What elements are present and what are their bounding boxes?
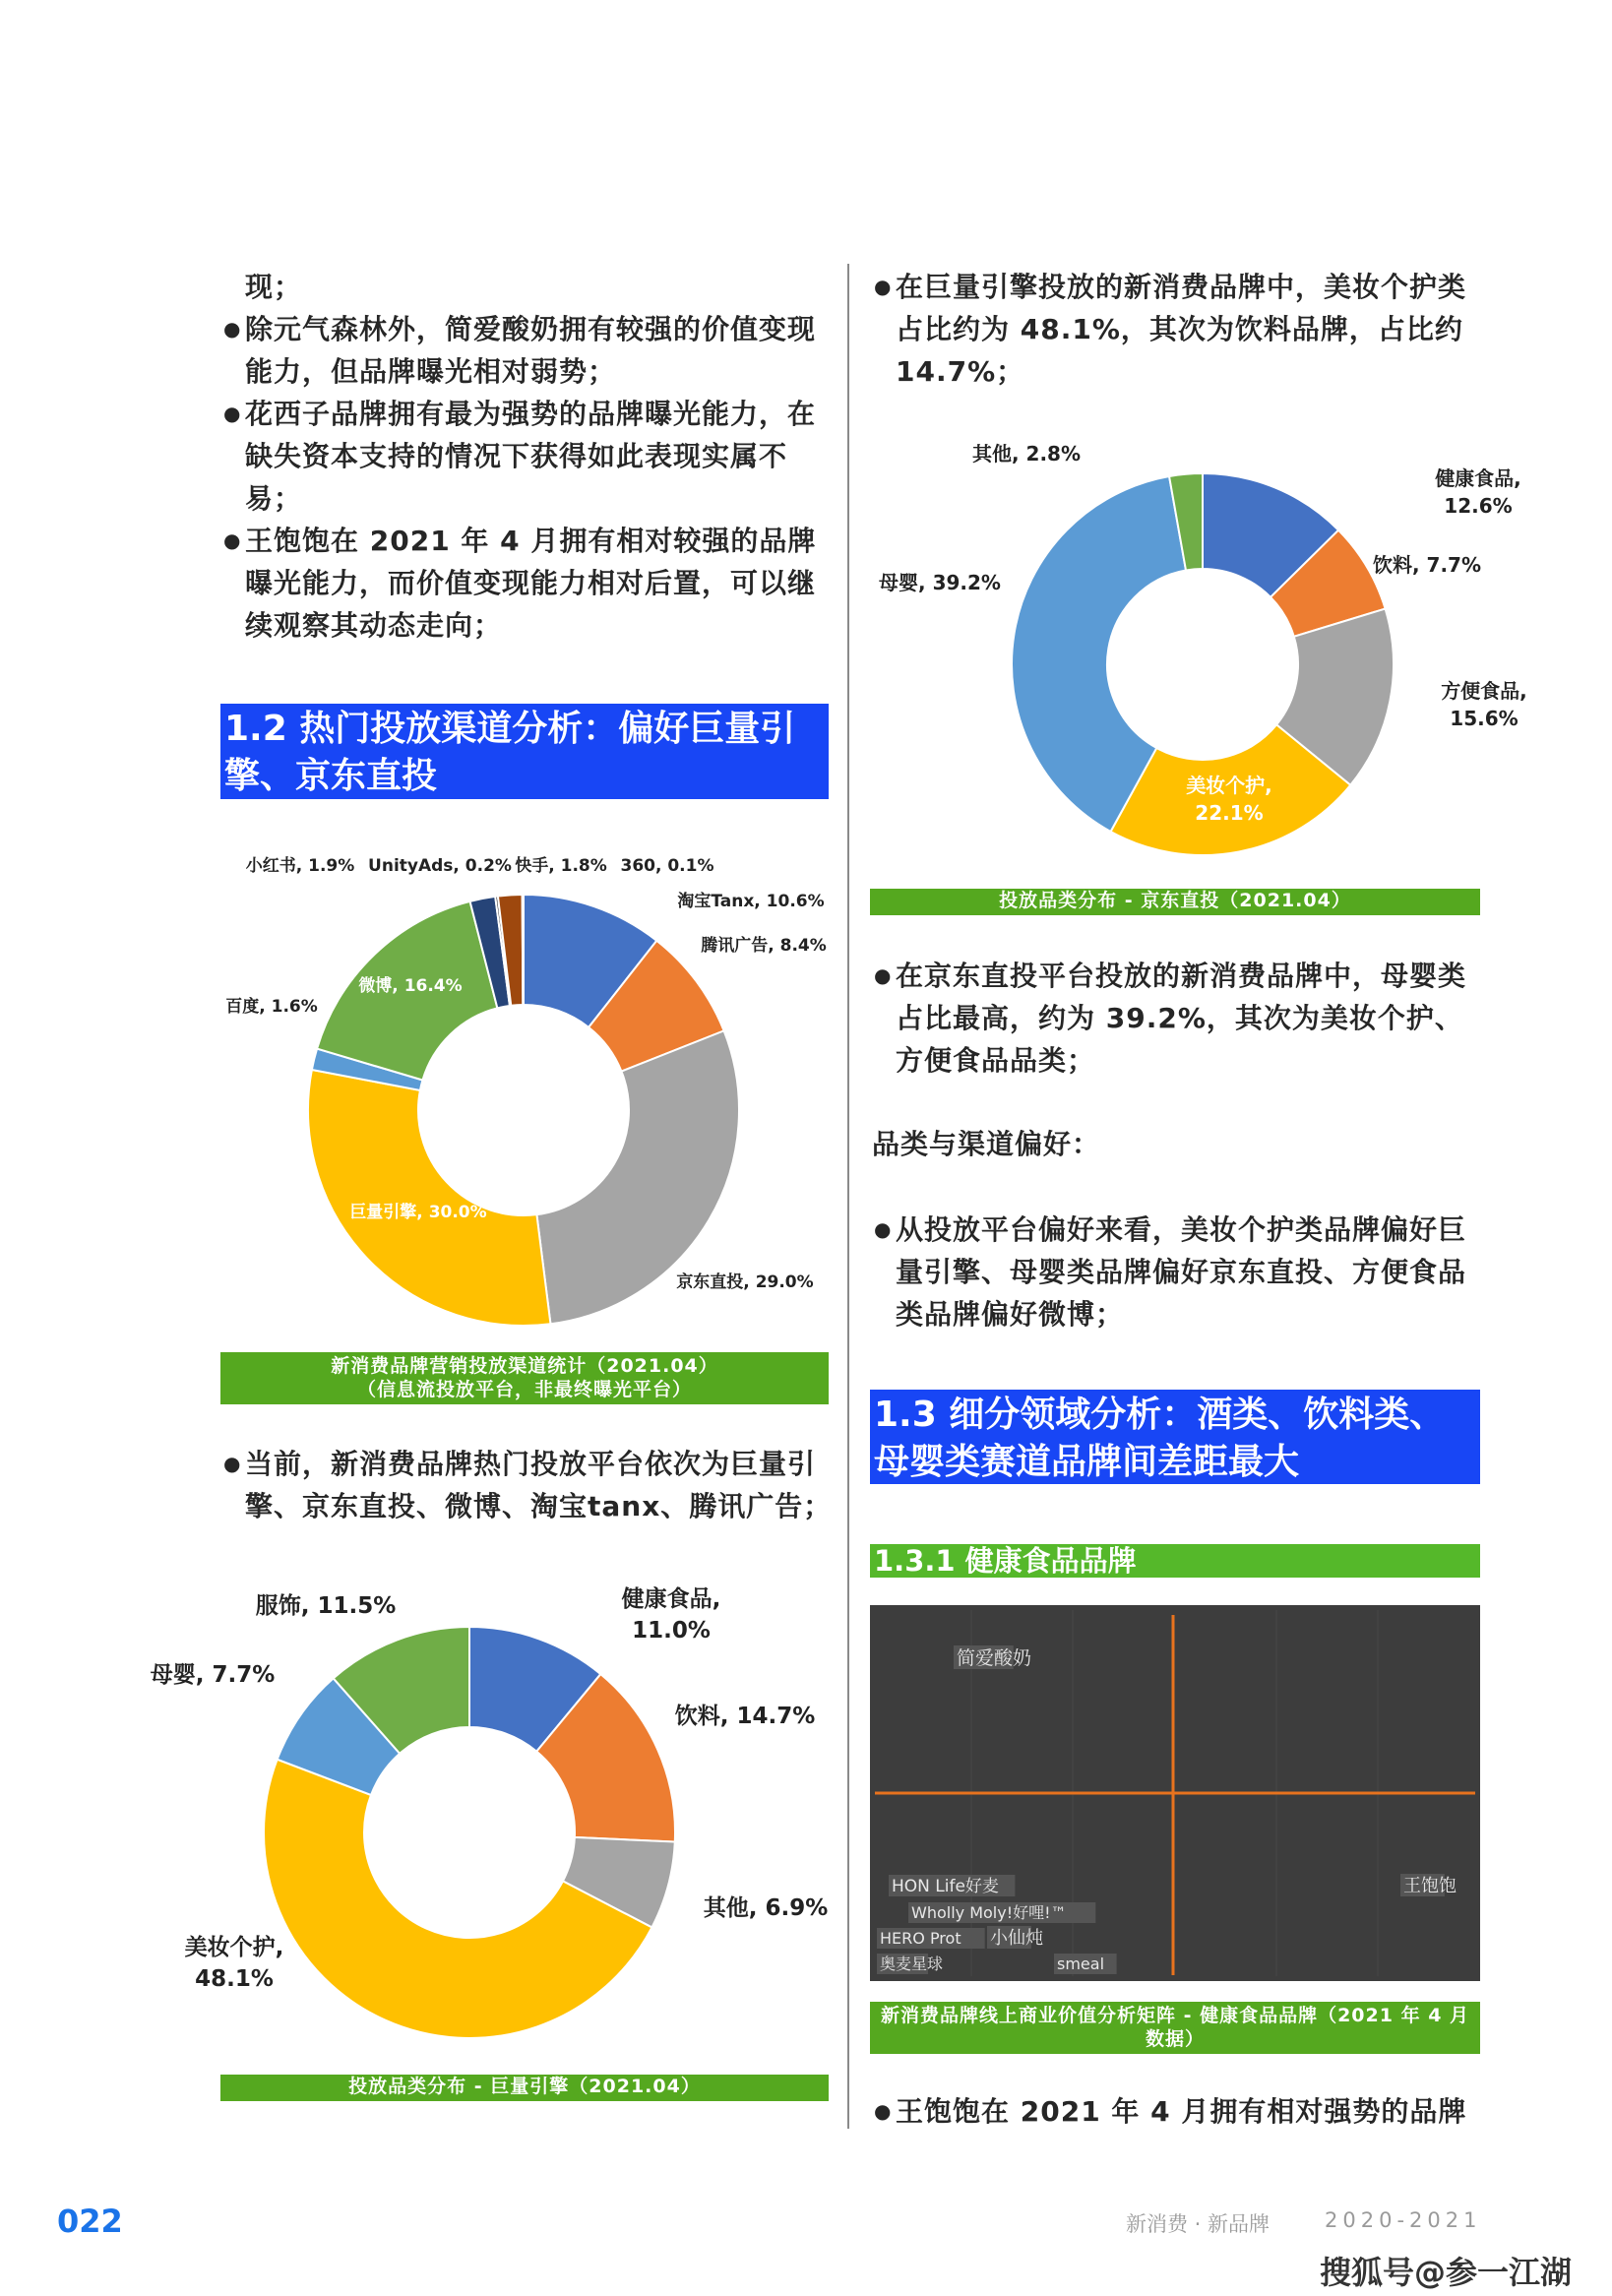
slice-label: 快手, 1.8% <box>515 856 607 876</box>
slice-label: 其他, 2.8% <box>971 442 1082 465</box>
slice-label: 京东直投, 29.0% <box>676 1272 814 1292</box>
list-item <box>223 308 831 393</box>
slice-label: 健康食品, 11.0% <box>621 1586 721 1644</box>
matrix-brand-label: 简爱酸奶 <box>957 1647 1032 1669</box>
chart-jd-donut <box>870 433 1579 866</box>
matrix-brand-label: HERO Prot <box>880 1929 961 1948</box>
slice-label: 母婴, 7.7% <box>150 1662 276 1688</box>
list-item-text: 王饱饱在 2021 年 4 月拥有相对强势的品牌 <box>896 2095 1467 2128</box>
watermark: 搜狐号@参一江湖 <box>1320 2254 1573 2291</box>
section-heading-1-3-1: 1.3.1 健康食品品牌 <box>870 1544 1480 1578</box>
slice-label: 健康食品, 12.6% <box>1435 466 1521 518</box>
page-number: 022 <box>57 2203 123 2240</box>
slice-label: 服饰, 11.5% <box>255 1593 397 1619</box>
caption-line: 新消费品牌营销投放渠道统计（2021.04） <box>331 1355 718 1377</box>
donut-hole <box>365 1728 574 1937</box>
slice-label: 美妆个护, 22.1% <box>1186 774 1272 825</box>
chart-channel-donut <box>220 846 831 1338</box>
subheading-preference: 品类与渠道偏好： <box>872 1128 1101 1160</box>
list-item <box>874 1209 1486 1335</box>
caption-line: （信息流投放平台，非最终曝光平台） <box>356 1379 692 1400</box>
slice-label: UnityAds, 0.2% <box>368 856 512 876</box>
bullet-icon: ● <box>223 1452 242 1475</box>
donut-hole <box>1108 570 1297 759</box>
donut-slice <box>523 895 524 1005</box>
matrix-brand-label: HON Life好麦 <box>892 1877 999 1896</box>
bullet-icon: ● <box>874 2099 893 2123</box>
footer-years: 2020-2021 <box>1325 2208 1482 2232</box>
chart3-caption: 投放品类分布 - 京东直投（2021.04） <box>870 889 1480 915</box>
value-matrix-chart <box>870 1605 1480 1981</box>
slice-label: 其他, 6.9% <box>703 1895 829 1921</box>
slice-label: 淘宝Tanx, 10.6% <box>677 892 825 911</box>
matrix-caption: 新消费品牌线上商业价值分析矩阵 - 健康食品品牌（2021 年 4 月数据） <box>870 2002 1480 2054</box>
matrix-brand-label: smeal <box>1057 1955 1105 1973</box>
bullet-icon: ● <box>874 275 893 298</box>
column-divider <box>847 264 849 2129</box>
slice-label: 微博, 16.4% <box>358 976 463 996</box>
slice-label: 360, 0.1% <box>620 856 714 876</box>
list-item <box>874 266 1486 393</box>
list-item-text: 当前，新消费品牌热门投放平台依次为巨量引擎、京东直投、微博、淘宝tanx、腾讯广告； <box>245 1448 833 1522</box>
list-item-text: 从投放平台偏好来看，美妆个护类品牌偏好巨量引擎、母婴类品牌偏好京东直投、方便食品类品牌偏好微博； <box>896 1213 1467 1331</box>
slice-label: 腾讯广告, 8.4% <box>701 936 827 956</box>
slice-label: 方便食品, 15.6% <box>1441 679 1527 730</box>
chart2-caption: 投放品类分布 - 巨量引擎（2021.04） <box>220 2075 829 2101</box>
chart1-caption <box>220 1352 829 1404</box>
list-item <box>874 955 1491 1082</box>
slice-label: 小红书, 1.9% <box>245 856 355 876</box>
slice-label: 百度, 1.6% <box>225 997 318 1017</box>
list-item <box>223 393 831 520</box>
list-item-text: 花西子品牌拥有最为强势的品牌曝光能力，在缺失资本支持的情况下获得如此表现实属不易； <box>245 398 817 515</box>
list-item-text: 在巨量引擎投放的新消费品牌中，美妆个护类占比约为 48.1%，其次为饮料品牌，占比约 14.7%； <box>896 271 1467 388</box>
slice-label: 饮料, 7.7% <box>1372 553 1482 577</box>
matrix-brand-label: 奥麦星球 <box>880 1955 944 1973</box>
right-text-2 <box>874 955 1491 1082</box>
right-text-4 <box>874 2090 1486 2133</box>
list-item <box>223 1443 836 1527</box>
slice-label: 饮料, 14.7% <box>674 1704 816 1729</box>
section-heading-1-2: 1.2 热门投放渠道分析：偏好巨量引擎、京东直投 <box>220 704 829 799</box>
left-text-top <box>223 266 831 647</box>
matrix-brand-label: 小仙炖 <box>990 1928 1043 1949</box>
matrix-brand-label: 王饱饱 <box>1403 1876 1457 1896</box>
matrix-brand-label: Wholly Moly!好哩!™ <box>911 1903 1067 1922</box>
bullet-icon: ● <box>874 963 893 987</box>
list-item <box>874 2090 1486 2133</box>
left-text-mid <box>223 1443 836 1527</box>
footer-series: 新消费 · 新品牌 <box>1126 2212 1271 2236</box>
list-item <box>223 520 831 647</box>
bullet-icon: ● <box>223 402 242 425</box>
slice-label: 母婴, 39.2% <box>879 571 1001 594</box>
chart-juliang-donut <box>148 1575 837 2067</box>
list-item-text: 除元气森林外，简爱酸奶拥有较强的价值变现能力，但品牌曝光相对弱势； <box>245 313 817 388</box>
right-text-1 <box>874 266 1486 393</box>
bullet-icon: ● <box>223 317 242 341</box>
slice-label: 巨量引擎, 30.0% <box>349 1203 487 1222</box>
paragraph-continuation: 现； <box>245 271 303 303</box>
bullet-icon: ● <box>874 1217 893 1241</box>
right-text-3 <box>874 1209 1486 1335</box>
donut-hole <box>419 1006 628 1214</box>
slice-label: 美妆个护, 48.1% <box>184 1935 284 1993</box>
list-item-text: 在京东直投平台投放的新消费品牌中，母婴类占比最高，约为 39.2%，其次为美妆个护、方便食品品类； <box>896 960 1467 1077</box>
list-item-text: 王饱饱在 2021 年 4 月拥有相对较强的品牌曝光能力，而价值变现能力相对后置，可以继续观察其动态走向； <box>245 525 817 642</box>
bullet-icon: ● <box>223 528 242 552</box>
section-heading-1-3: 1.3 细分领域分析：酒类、饮料类、母婴类赛道品牌间差距最大 <box>870 1390 1480 1484</box>
